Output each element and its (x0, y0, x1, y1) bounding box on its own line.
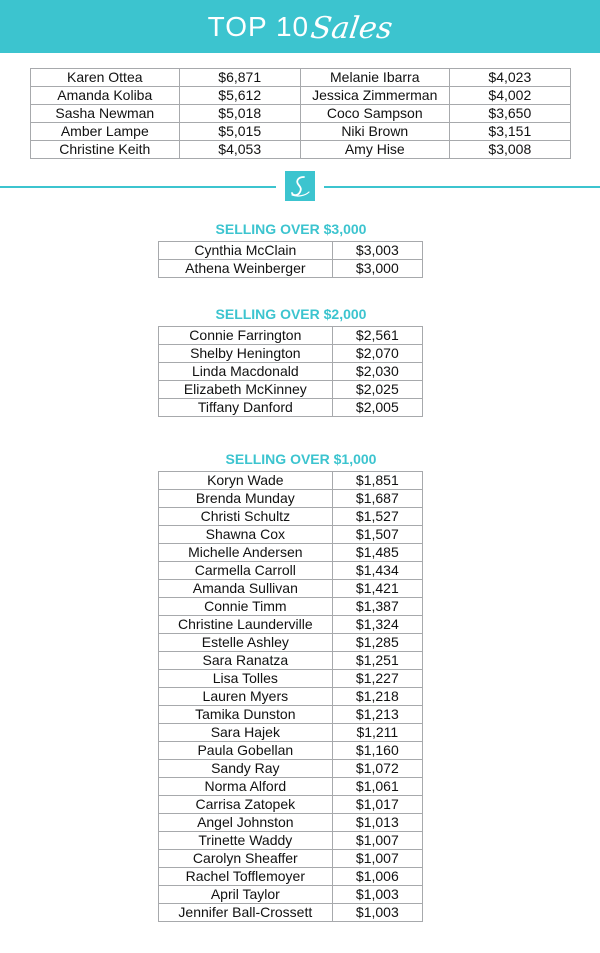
sales-amount: $1,003 (332, 904, 422, 922)
section-title-over-3000: SELLING OVER $3,000 (215, 221, 367, 237)
seller-name: Trinette Waddy (159, 832, 333, 850)
sales-amount: $1,421 (332, 580, 422, 598)
table-row (159, 850, 423, 868)
sales-amount: $1,227 (332, 670, 422, 688)
sales-amount: $1,387 (332, 598, 422, 616)
sales-amount: $2,561 (332, 327, 422, 345)
table-row (159, 652, 423, 670)
table-row (159, 832, 423, 850)
table-row (159, 508, 423, 526)
sales-amount: $1,003 (332, 886, 422, 904)
sales-amount: $1,527 (332, 508, 422, 526)
sales-amount: $1,285 (332, 634, 422, 652)
table-row (159, 490, 423, 508)
table-row (159, 260, 423, 278)
seller-name: Michelle Andersen (159, 544, 333, 562)
table-row (31, 69, 571, 87)
seller-name: Carrisa Zatopek (159, 796, 333, 814)
sales-amount: $4,053 (179, 141, 300, 159)
table-row (159, 598, 423, 616)
seller-name: Angel Johnston (159, 814, 333, 832)
seller-name: Amy Hise (300, 141, 449, 159)
sales-amount: $1,017 (332, 796, 422, 814)
table-row (159, 345, 423, 363)
table-row (31, 87, 571, 105)
sales-amount: $1,485 (332, 544, 422, 562)
table-row (159, 381, 423, 399)
table-row (159, 778, 423, 796)
table-row (159, 868, 423, 886)
seller-name: Athena Weinberger (159, 260, 333, 278)
seller-name: Linda Macdonald (159, 363, 333, 381)
sales-amount: $3,000 (332, 260, 422, 278)
sales-amount: $1,218 (332, 688, 422, 706)
banner-title (208, 9, 393, 44)
table-row (159, 526, 423, 544)
seller-name: Connie Timm (159, 598, 333, 616)
seller-name: Coco Sampson (300, 105, 449, 123)
sales-amount: $3,008 (449, 141, 570, 159)
header-banner (0, 0, 600, 53)
over-3000-table (158, 241, 423, 278)
table-row (159, 904, 423, 922)
seller-name: Jessica Zimmerman (300, 87, 449, 105)
table-row (159, 580, 423, 598)
sales-amount: $5,015 (179, 123, 300, 141)
seller-name: Rachel Tofflemoyer (159, 868, 333, 886)
seller-name: April Taylor (159, 886, 333, 904)
seller-name: Tiffany Danford (159, 399, 333, 417)
sales-amount: $3,003 (332, 242, 422, 260)
seller-name: Koryn Wade (159, 472, 333, 490)
sales-amount: $1,061 (332, 778, 422, 796)
seller-name: Shelby Henington (159, 345, 333, 363)
seller-name: Estelle Ashley (159, 634, 333, 652)
seller-name: Melanie Ibarra (300, 69, 449, 87)
sales-amount: $5,018 (179, 105, 300, 123)
sales-amount: $4,002 (449, 87, 570, 105)
sales-amount: $5,612 (179, 87, 300, 105)
sales-amount: $1,851 (332, 472, 422, 490)
seller-name: Carolyn Sheaffer (159, 850, 333, 868)
table-row (159, 688, 423, 706)
table-row (159, 616, 423, 634)
sales-amount: $1,160 (332, 742, 422, 760)
sales-amount: $1,434 (332, 562, 422, 580)
table-row (159, 670, 423, 688)
seller-name: Lisa Tolles (159, 670, 333, 688)
table-row (159, 796, 423, 814)
table-row (159, 814, 423, 832)
sales-amount: $1,007 (332, 850, 422, 868)
seller-name: Lauren Myers (159, 688, 333, 706)
seller-name: Shawna Cox (159, 526, 333, 544)
table-row (159, 886, 423, 904)
seller-name: Christine Launderville (159, 616, 333, 634)
over-1000-table (158, 471, 423, 922)
table-row (159, 327, 423, 345)
table-row (31, 141, 571, 159)
sales-amount: $1,324 (332, 616, 422, 634)
seller-name: Niki Brown (300, 123, 449, 141)
table-row (159, 724, 423, 742)
sales-amount: $6,871 (179, 69, 300, 87)
sales-amount: $1,687 (332, 490, 422, 508)
sales-amount: $2,025 (332, 381, 422, 399)
table-row (159, 562, 423, 580)
seller-name: Amanda Sullivan (159, 580, 333, 598)
seller-name: Cynthia McClain (159, 242, 333, 260)
seller-name: Elizabeth McKinney (159, 381, 333, 399)
divider-right (324, 186, 600, 188)
sales-amount: $2,030 (332, 363, 422, 381)
table-row (159, 742, 423, 760)
table-row (159, 544, 423, 562)
banner-script-label: Sales (308, 11, 395, 46)
banner-top-label: TOP 10 (207, 10, 310, 42)
seller-name: Amber Lampe (31, 123, 180, 141)
sales-amount: $1,507 (332, 526, 422, 544)
seller-name: Paula Gobellan (159, 742, 333, 760)
table-row (159, 634, 423, 652)
section-title-over-2000: SELLING OVER $2,000 (215, 306, 367, 322)
table-row (31, 123, 571, 141)
sales-amount: $3,151 (449, 123, 570, 141)
seller-name: Jennifer Ball-Crossett (159, 904, 333, 922)
seller-name: Christi Schultz (159, 508, 333, 526)
sales-amount: $1,013 (332, 814, 422, 832)
divider-left (0, 186, 276, 188)
seller-name: Karen Ottea (31, 69, 180, 87)
seller-name: Tamika Dunston (159, 706, 333, 724)
script-s-logo-icon (285, 171, 315, 201)
seller-name: Sara Hajek (159, 724, 333, 742)
section-title-over-1000: SELLING OVER $1,000 (225, 451, 377, 467)
table-row (159, 363, 423, 381)
sales-amount: $1,007 (332, 832, 422, 850)
seller-name: Sara Ranatza (159, 652, 333, 670)
sales-amount: $1,251 (332, 652, 422, 670)
top-10-table (30, 68, 571, 159)
sales-amount: $1,006 (332, 868, 422, 886)
seller-name: Sasha Newman (31, 105, 180, 123)
sales-amount: $4,023 (449, 69, 570, 87)
seller-name: Carmella Carroll (159, 562, 333, 580)
table-row (159, 472, 423, 490)
sales-amount: $1,072 (332, 760, 422, 778)
table-row (159, 242, 423, 260)
table-row (159, 399, 423, 417)
seller-name: Norma Alford (159, 778, 333, 796)
seller-name: Sandy Ray (159, 760, 333, 778)
over-2000-table (158, 326, 423, 417)
sales-amount: $1,213 (332, 706, 422, 724)
sales-amount: $2,070 (332, 345, 422, 363)
table-row (159, 706, 423, 724)
seller-name: Amanda Koliba (31, 87, 180, 105)
seller-name: Brenda Munday (159, 490, 333, 508)
table-row (159, 760, 423, 778)
table-row (31, 105, 571, 123)
seller-name: Connie Farrington (159, 327, 333, 345)
seller-name: Christine Keith (31, 141, 180, 159)
sales-amount: $2,005 (332, 399, 422, 417)
sales-amount: $1,211 (332, 724, 422, 742)
sales-amount: $3,650 (449, 105, 570, 123)
